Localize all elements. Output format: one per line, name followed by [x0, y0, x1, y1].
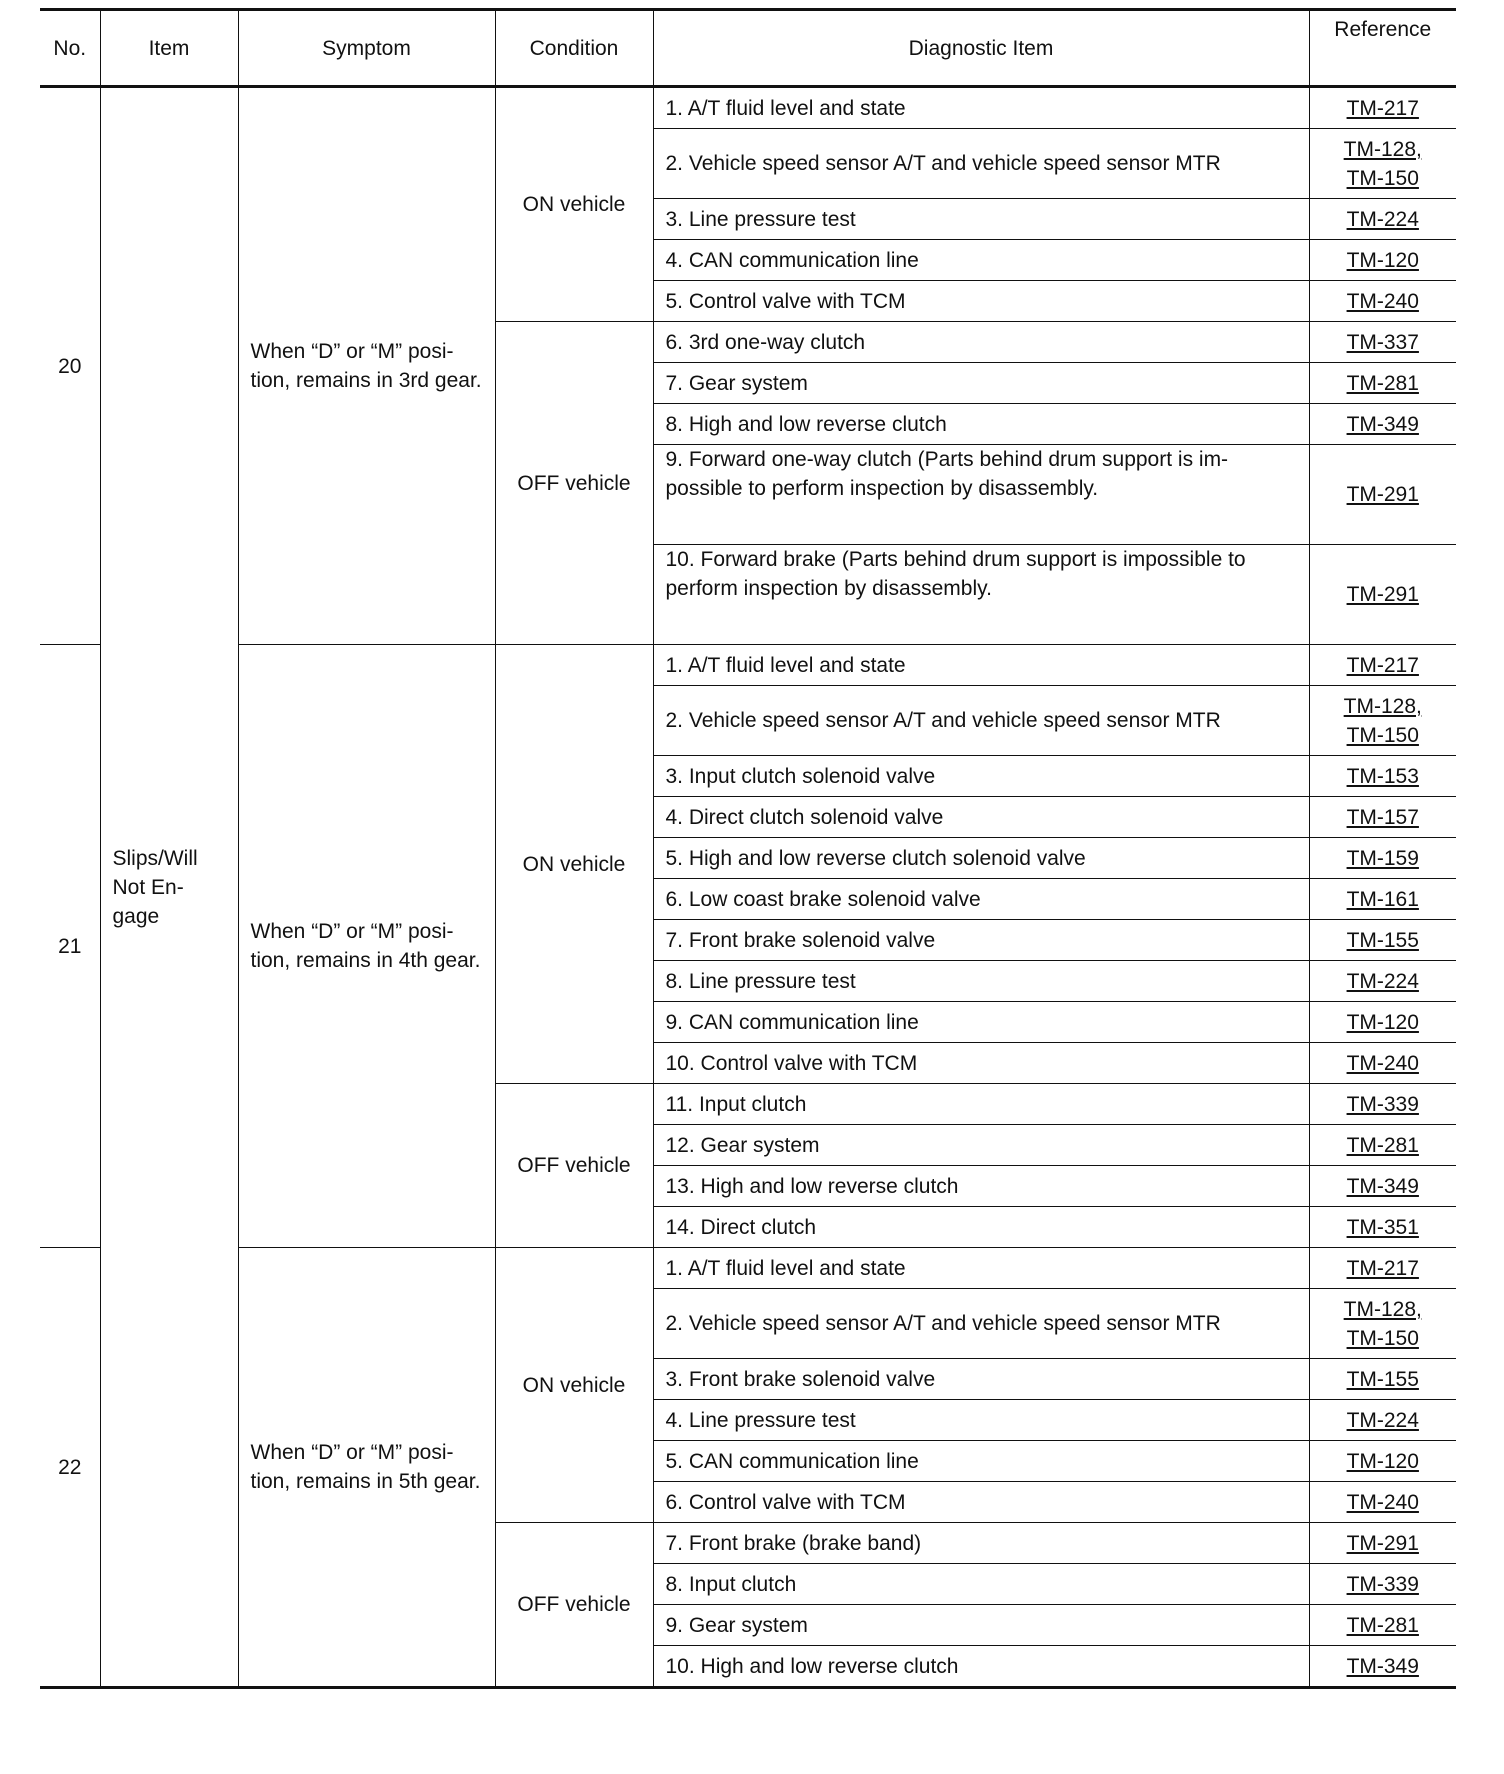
table-body	[40, 87, 1456, 1688]
diagnostic-item: 1. A/T fluid level and state	[653, 645, 1309, 686]
diagnostic-item: 4. Line pressure test	[653, 1400, 1309, 1441]
diagnostic-item: 3. Line pressure test	[653, 199, 1309, 240]
reference-link[interactable]: TM-155	[1346, 1367, 1419, 1391]
reference-link[interactable]: TM-224	[1346, 969, 1419, 993]
reference-link[interactable]: TM-291	[1346, 1531, 1419, 1555]
reference-link[interactable]: TM-349	[1346, 1654, 1419, 1678]
reference-link[interactable]: TM-281	[1346, 371, 1419, 395]
symptom-cell: When “D” or “M” posi-tion, remains in 3rd gear.	[238, 87, 495, 645]
reference-link[interactable]: TM-339	[1346, 1092, 1419, 1116]
reference-link[interactable]: TM-240	[1346, 1490, 1419, 1514]
reference-cell	[1309, 322, 1456, 363]
reference-cell	[1309, 1125, 1456, 1166]
diagnostic-item: 14. Direct clutch	[653, 1207, 1309, 1248]
diagnostic-item: 12. Gear system	[653, 1125, 1309, 1166]
reference-link[interactable]: TM-153	[1346, 764, 1419, 788]
reference-cell	[1309, 1441, 1456, 1482]
reference-link[interactable]: TM-128,	[1343, 137, 1422, 161]
reference-cell	[1309, 961, 1456, 1002]
reference-cell	[1309, 645, 1456, 686]
row-number: 20	[40, 87, 100, 645]
reference-link[interactable]: TM-240	[1346, 289, 1419, 313]
reference-cell	[1309, 545, 1456, 645]
condition-cell: ON vehicle	[495, 87, 653, 322]
reference-link[interactable]: TM-281	[1346, 1133, 1419, 1157]
diagnostic-item: 2. Vehicle speed sensor A/T and vehicle speed sensor MTR	[653, 1289, 1309, 1359]
reference-link[interactable]: TM-339	[1346, 1572, 1419, 1596]
condition-cell: OFF vehicle	[495, 322, 653, 645]
reference-link[interactable]: TM-128,	[1343, 1297, 1422, 1321]
reference-cell	[1309, 1359, 1456, 1400]
reference-cell	[1309, 1084, 1456, 1125]
diagnostic-item: 3. Front brake solenoid valve	[653, 1359, 1309, 1400]
diagnostic-item: 4. Direct clutch solenoid valve	[653, 797, 1309, 838]
reference-link[interactable]: TM-150	[1346, 723, 1419, 747]
symptom-cell: When “D” or “M” posi-tion, remains in 4th gear.	[238, 645, 495, 1248]
reference-link[interactable]: TM-224	[1346, 207, 1419, 231]
reference-link[interactable]: TM-351	[1346, 1215, 1419, 1239]
diagnostic-item: 10. Control valve with TCM	[653, 1043, 1309, 1084]
diagnostic-item: 7. Front brake (brake band)	[653, 1523, 1309, 1564]
reference-cell	[1309, 686, 1456, 756]
reference-link[interactable]: TM-128,	[1343, 694, 1422, 718]
reference-cell	[1309, 1043, 1456, 1084]
reference-cell	[1309, 1002, 1456, 1043]
reference-link[interactable]: TM-120	[1346, 1449, 1419, 1473]
diagnostic-item: 5. CAN communication line	[653, 1441, 1309, 1482]
reference-cell	[1309, 445, 1456, 545]
diagnostic-item: 10. Forward brake (Parts behind drum support is impossible to perform inspection by disassembly.	[653, 545, 1309, 645]
reference-link[interactable]: TM-291	[1346, 483, 1419, 506]
condition-cell: OFF vehicle	[495, 1084, 653, 1248]
diagnostic-item: 8. Input clutch	[653, 1564, 1309, 1605]
reference-cell	[1309, 1646, 1456, 1688]
reference-link[interactable]: TM-349	[1346, 412, 1419, 436]
reference-cell	[1309, 404, 1456, 445]
diagnostic-item: 7. Gear system	[653, 363, 1309, 404]
diagnostic-item: 5. Control valve with TCM	[653, 281, 1309, 322]
reference-link[interactable]: TM-217	[1346, 96, 1419, 120]
reference-link[interactable]: TM-159	[1346, 846, 1419, 870]
reference-cell	[1309, 879, 1456, 920]
diagnostic-item: 6. Low coast brake solenoid valve	[653, 879, 1309, 920]
reference-cell	[1309, 1166, 1456, 1207]
reference-link[interactable]: TM-337	[1346, 330, 1419, 354]
table-row	[40, 1248, 1456, 1289]
reference-link[interactable]: TM-217	[1346, 653, 1419, 677]
diagnostic-item: 1. A/T fluid level and state	[653, 1248, 1309, 1289]
reference-cell	[1309, 1482, 1456, 1523]
table-row	[40, 87, 1456, 129]
reference-link[interactable]: TM-224	[1346, 1408, 1419, 1432]
reference-cell	[1309, 363, 1456, 404]
header-no: No.	[40, 10, 100, 87]
diagnostic-item: 9. Forward one-way clutch (Parts behind drum support is im-possible to perform inspection by disassembly.	[653, 445, 1309, 545]
reference-cell	[1309, 129, 1456, 199]
header-reference: Reference	[1309, 10, 1456, 87]
reference-cell	[1309, 1564, 1456, 1605]
header-item: Item	[100, 10, 238, 87]
item-cell: Slips/Will Not En-gage	[100, 87, 238, 1688]
reference-link[interactable]: TM-157	[1346, 805, 1419, 829]
table-row	[40, 645, 1456, 686]
reference-cell	[1309, 199, 1456, 240]
reference-cell	[1309, 1289, 1456, 1359]
header-condition: Condition	[495, 10, 653, 87]
header-row	[40, 10, 1456, 87]
condition-cell: ON vehicle	[495, 645, 653, 1084]
reference-cell	[1309, 838, 1456, 879]
diagnostic-item: 9. CAN communication line	[653, 1002, 1309, 1043]
reference-link[interactable]: TM-240	[1346, 1051, 1419, 1075]
diagnostic-item: 8. Line pressure test	[653, 961, 1309, 1002]
reference-cell	[1309, 756, 1456, 797]
diagnostic-item: 4. CAN communication line	[653, 240, 1309, 281]
reference-cell	[1309, 281, 1456, 322]
reference-link[interactable]: TM-120	[1346, 248, 1419, 272]
reference-link[interactable]: TM-155	[1346, 928, 1419, 952]
diagnostic-item: 5. High and low reverse clutch solenoid valve	[653, 838, 1309, 879]
header-diagnostic-item: Diagnostic Item	[653, 10, 1309, 87]
reference-cell	[1309, 1207, 1456, 1248]
diagnostic-item: 2. Vehicle speed sensor A/T and vehicle speed sensor MTR	[653, 129, 1309, 199]
reference-cell	[1309, 1605, 1456, 1646]
reference-link[interactable]: TM-161	[1346, 887, 1419, 911]
diagnostic-item: 9. Gear system	[653, 1605, 1309, 1646]
row-number: 22	[40, 1248, 100, 1688]
diagnostic-item: 11. Input clutch	[653, 1084, 1309, 1125]
condition-cell: ON vehicle	[495, 1248, 653, 1523]
diagnostic-item: 6. 3rd one-way clutch	[653, 322, 1309, 363]
reference-cell	[1309, 1523, 1456, 1564]
reference-link[interactable]: TM-217	[1346, 1256, 1419, 1280]
reference-cell	[1309, 1400, 1456, 1441]
reference-cell	[1309, 240, 1456, 281]
reference-cell	[1309, 87, 1456, 129]
reference-link[interactable]: TM-150	[1346, 1326, 1419, 1350]
diagnostic-item: 1. A/T fluid level and state	[653, 87, 1309, 129]
reference-link[interactable]: TM-120	[1346, 1010, 1419, 1034]
diagnostic-item: 10. High and low reverse clutch	[653, 1646, 1309, 1688]
header-symptom: Symptom	[238, 10, 495, 87]
reference-cell	[1309, 1248, 1456, 1289]
reference-link[interactable]: TM-281	[1346, 1613, 1419, 1637]
diagnostic-table	[40, 8, 1456, 1689]
diagnostic-item: 8. High and low reverse clutch	[653, 404, 1309, 445]
row-number: 21	[40, 645, 100, 1248]
diagnostic-item: 7. Front brake solenoid valve	[653, 920, 1309, 961]
diagnostic-item: 13. High and low reverse clutch	[653, 1166, 1309, 1207]
reference-cell	[1309, 797, 1456, 838]
diagnostic-item: 2. Vehicle speed sensor A/T and vehicle speed sensor MTR	[653, 686, 1309, 756]
reference-cell	[1309, 920, 1456, 961]
symptom-cell: When “D” or “M” posi-tion, remains in 5th gear.	[238, 1248, 495, 1688]
condition-cell: OFF vehicle	[495, 1523, 653, 1688]
diagnostic-item: 3. Input clutch solenoid valve	[653, 756, 1309, 797]
reference-link[interactable]: TM-349	[1346, 1174, 1419, 1198]
reference-link[interactable]: TM-150	[1346, 166, 1419, 190]
reference-link[interactable]: TM-291	[1346, 583, 1419, 606]
diagnostic-item: 6. Control valve with TCM	[653, 1482, 1309, 1523]
